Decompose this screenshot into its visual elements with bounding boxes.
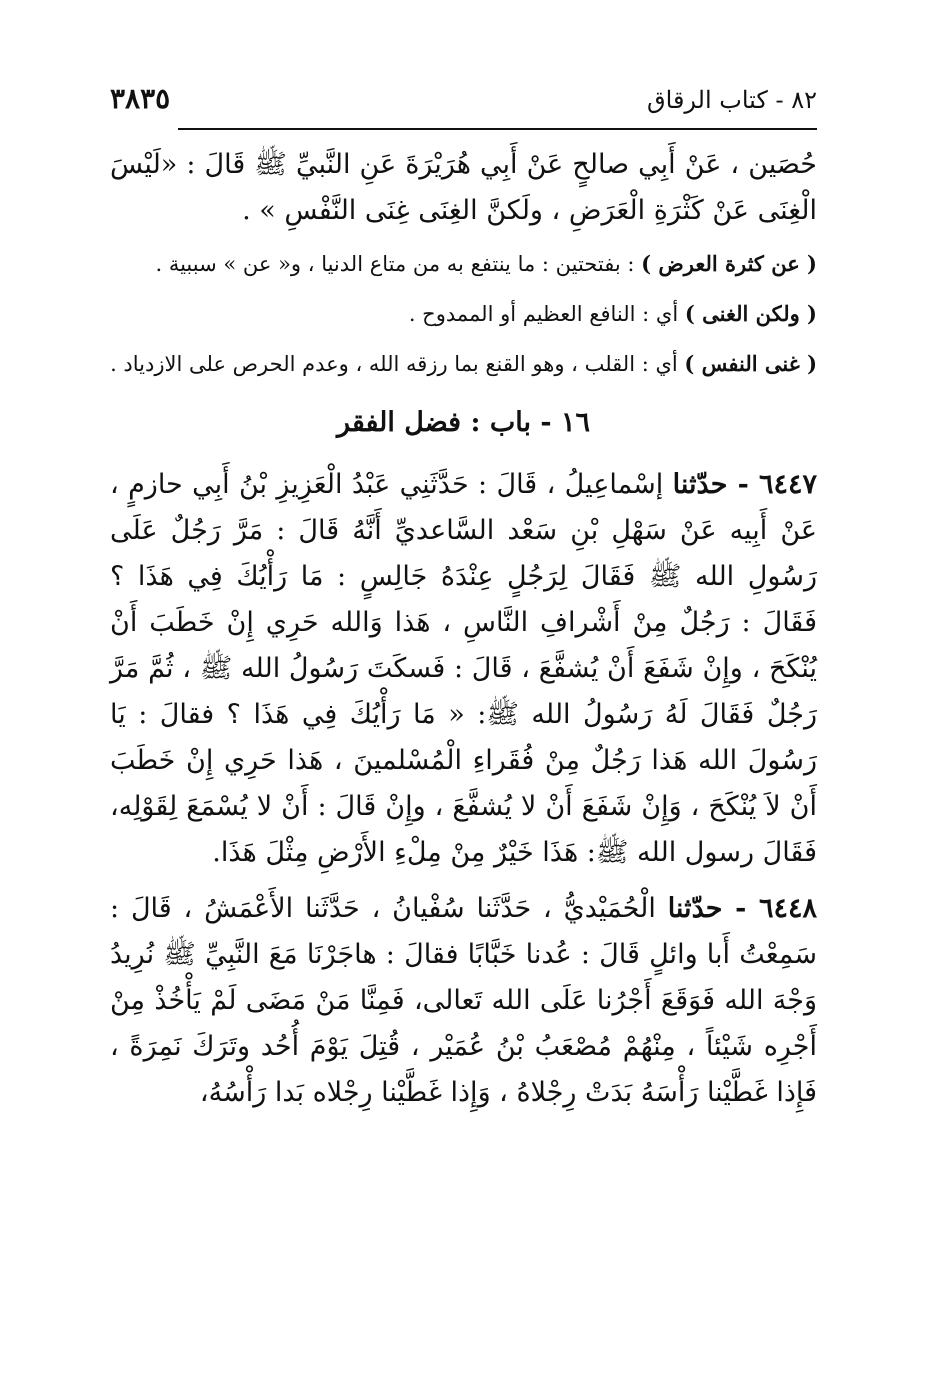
- note-text: أي : النافع العظيم أو الممدوح .: [408, 302, 685, 326]
- hadith-number: ٦٤٤٨ - حدّثنا: [667, 893, 817, 924]
- page-number: ٣٨٣٥: [110, 82, 171, 115]
- note-text: أي : القلب ، وهو القنع بما رزقه الله ، وعدم الحرص على الازدياد .: [110, 352, 685, 376]
- note-text: : بفتحتين : ما ينتفع به من متاع الدنيا ، و« عن » سببية .: [155, 252, 642, 276]
- page-body: [110, 142, 817, 1116]
- note-term: ( غنى النفس ): [684, 351, 817, 376]
- hadith-text: إسْماعِيلُ ، قَالَ : حَدَّثَنِي عَبْدُ الْعَزِيزِ بْنُ أَبِي حازمٍ ، عَنْ أَبِيه عَنْ سَهْلِ بْنِ سَعْد السَّاعديِّ أَنَّهُ قَالَ : مَرَّ رَجُلٌ عَلَى رَسُولِ الله ﷺ فَقَالَ لِرَجُلٍ عِنْدَهُ جَالِسٍ : مَا رَأْيُكَ فِي هَذَا ؟ فَقَالَ : رَجُلٌ مِنْ أَشْرافِ النَّاسِ ، هَذا وَالله حَرِي إِنْ خَطَبَ أَنْ يُنْكَحَ ، وإِنْ شَفَعَ أَنْ يُشفَّعَ ، قَالَ : فَسكَتَ رَسُولُ الله ﷺ ، ثُمَّ مَرَّ رَجُلٌ فَقَالَ لَهُ رَسُولُ الله ﷺ: « مَا رَأْيُكَ فِي هَذَا ؟ فقالَ : يَا رَسُولَ الله هَذا رَجُلٌ مِنْ فُقَراءِ الْمُسْلمينَ ، هَذا حَرِي إِنْ خَطَبَ أَنْ لاَ يُنْكَحَ ، وَإِنْ شَفَعَ أَنْ لا يُشفَّعَ ، وإِنْ قَالَ : أَنْ لا يُسْمَعَ لِقَوْلِه، فَقَالَ رسول الله ﷺ: هَذَا خَيْرٌ مِنْ مِلْءِ الأَرْضِ مِثْلَ هَذَا.: [110, 469, 818, 868]
- hadith-entry: [110, 462, 817, 876]
- hadith-number: ٦٤٤٧ - حدّثنا: [672, 469, 817, 500]
- commentary-note: [110, 344, 817, 384]
- note-term: ( عن كثرة العرض ): [641, 251, 817, 276]
- hadith-continuation: حُصَين ، عَنْ أَبِي صالحٍ عَنْ أَبِي هُرَيْرَةَ عَنِ النَّبيِّ ﷺ قَالَ : «لَيْسَ الْغِنَى عَنْ كَثْرَةِ الْعَرَضِ ، ولَكنَّ الغِنَى غِنَى النَّفْسِ » .: [110, 149, 817, 226]
- note-term: ( ولكن الغنى ): [684, 301, 817, 326]
- page-header: [110, 82, 817, 122]
- hadith-text: الْحُمَيْديُّ ، حَدَّثَنا سُفْيانُ ، حَدَّثَنا الأَعْمَشُ ، قَالَ : سَمِعْتُ أَبا وائلٍ قَالَ : عُدنا خَبَّابًا فقالَ : هاجَرْنَا مَعَ النَّبِيِّ ﷺ نُرِيدُ وَجْهَ الله فَوَقَعَ أَجْرُنا عَلَى الله تَعالى، فَمِنَّا مَنْ مَضَى لَمْ يَأْخُذْ مِنْ أَجْرِه شَيْئاً ، مِنْهُمْ مُصْعَبُ بْنُ عُمَيْر ، قُتِلَ يَوْمَ أُحُد وتَرَكَ نَمِرَةً ، فَإِذا غَطَّيْنا رَأْسَهُ بَدَتْ رِجْلاهُ ، وَإِذا غَطَّيْنا رِجْلاه بَدا رَأْسُهُ،: [110, 893, 817, 1108]
- commentary-note: [110, 294, 817, 334]
- hadith-entry: [110, 886, 817, 1116]
- chapter-heading: ١٦ - باب : فضل الفقر: [336, 407, 591, 438]
- header-rule: [178, 128, 817, 130]
- running-title: ٨٢ - كتاب الرقاق: [647, 86, 817, 114]
- commentary-note: [110, 244, 817, 284]
